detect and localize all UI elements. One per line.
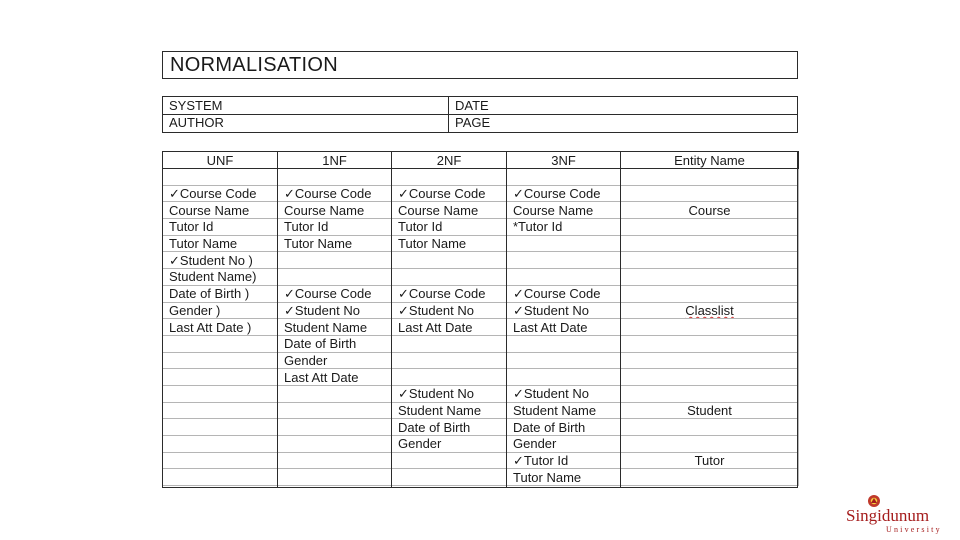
attribute-cell: ✓Student No [507, 302, 621, 319]
attribute-cell: ✓Course Code [278, 185, 392, 202]
attribute-cell [507, 269, 621, 286]
author-label: AUTHOR [169, 115, 224, 130]
table-row [163, 419, 799, 436]
table-row [163, 185, 799, 202]
column-divider [277, 151, 278, 488]
attribute-cell: ✓Tutor Id [507, 452, 621, 469]
table-row [163, 469, 799, 486]
attribute-cell: ✓Course Code [392, 185, 507, 202]
entity-name-cell [621, 335, 799, 352]
column-divider [620, 151, 621, 488]
attribute-cell: Course Name [507, 202, 621, 219]
attribute-cell [163, 385, 278, 402]
attribute-cell [507, 369, 621, 386]
date-label: DATE [455, 98, 489, 113]
column-header: Entity Name [621, 152, 799, 169]
table-row [163, 235, 799, 252]
attribute-cell: Course Name [278, 202, 392, 219]
attribute-cell: ✓Student No [392, 302, 507, 319]
attribute-cell: Date of Birth [278, 335, 392, 352]
attribute-cell [278, 402, 392, 419]
attribute-cell: Gender [278, 352, 392, 369]
table-row [163, 219, 799, 236]
attribute-cell [163, 452, 278, 469]
header-row-system [163, 97, 797, 115]
attribute-cell [392, 369, 507, 386]
attribute-cell: Student Name [392, 402, 507, 419]
attribute-cell: Gender [507, 436, 621, 453]
attribute-cell: Gender [392, 436, 507, 453]
column-divider [506, 151, 507, 488]
table-header-row [163, 152, 799, 169]
attribute-cell [507, 335, 621, 352]
entity-name-cell [621, 252, 799, 269]
attribute-cell [163, 436, 278, 453]
entity-name-cell [621, 169, 799, 186]
attribute-cell [278, 252, 392, 269]
attribute-cell [507, 252, 621, 269]
attribute-cell: ✓Student No [392, 385, 507, 402]
attribute-cell: ✓Student No ) [163, 252, 278, 269]
attribute-cell [507, 169, 621, 186]
header-divider [448, 97, 449, 132]
attribute-cell: Date of Birth [392, 419, 507, 436]
attribute-cell: Course Name [392, 202, 507, 219]
header-row-author [163, 114, 797, 131]
attribute-cell [278, 169, 392, 186]
attribute-cell: *Tutor Id [507, 219, 621, 236]
entity-name-cell [621, 469, 799, 486]
table-row [163, 202, 799, 219]
document-title: NORMALISATION [170, 54, 338, 76]
attribute-cell [392, 452, 507, 469]
column-header: 2NF [392, 152, 507, 169]
attribute-cell [163, 335, 278, 352]
attribute-cell: Student Name [507, 402, 621, 419]
table-row [163, 452, 799, 469]
attribute-cell: Tutor Name [507, 469, 621, 486]
attribute-cell [163, 469, 278, 486]
column-divider [391, 151, 392, 488]
table-row [163, 369, 799, 386]
attribute-cell [278, 269, 392, 286]
entity-name-cell [621, 436, 799, 453]
column-header: 3NF [507, 152, 621, 169]
attribute-cell [163, 352, 278, 369]
attribute-cell: Last Att Date [278, 369, 392, 386]
attribute-cell [163, 402, 278, 419]
attribute-cell [392, 469, 507, 486]
attribute-cell: Last Att Date [392, 319, 507, 336]
table-row [163, 402, 799, 419]
attribute-cell [507, 235, 621, 252]
attribute-cell [278, 419, 392, 436]
header-box [162, 96, 798, 133]
column-header: 1NF [278, 152, 392, 169]
normalisation-table [162, 151, 799, 486]
table-row [163, 269, 799, 286]
attribute-cell: ✓Course Code [163, 185, 278, 202]
entity-name-cell [621, 285, 799, 302]
system-label: SYSTEM [169, 98, 223, 113]
entity-name-cell [621, 235, 799, 252]
entity-name-cell: Tutor [621, 452, 799, 469]
attribute-cell [163, 369, 278, 386]
entity-name-cell: Student [621, 402, 799, 419]
university-logo [846, 494, 952, 534]
page-label: PAGE [455, 115, 491, 130]
entity-name-cell [621, 269, 799, 286]
entity-name-cell: Course [621, 202, 799, 219]
attribute-cell: ✓Student No [278, 302, 392, 319]
entity-name-cell: Classlist [621, 302, 799, 319]
table-row [163, 352, 799, 369]
attribute-cell: Tutor Name [392, 235, 507, 252]
entity-name-cell [621, 185, 799, 202]
attribute-cell: ✓Course Code [392, 285, 507, 302]
attribute-cell [392, 335, 507, 352]
attribute-cell [507, 352, 621, 369]
entity-name-cell [621, 219, 799, 236]
attribute-cell: Student Name [278, 319, 392, 336]
table-row [163, 285, 799, 302]
attribute-cell: Tutor Id [278, 219, 392, 236]
table-row [163, 252, 799, 269]
attribute-cell: Tutor Name [163, 235, 278, 252]
logo-wordmark: Singidunum [846, 506, 930, 525]
table-row [163, 436, 799, 453]
table-row [163, 169, 799, 186]
entity-name-cell [621, 369, 799, 386]
attribute-cell [278, 469, 392, 486]
attribute-cell: ✓Student No [507, 385, 621, 402]
attribute-cell: Last Att Date [507, 319, 621, 336]
entity-name-cell [621, 352, 799, 369]
attribute-cell [278, 436, 392, 453]
attribute-cell: Gender ) [163, 302, 278, 319]
attribute-cell: Last Att Date ) [163, 319, 278, 336]
attribute-cell: ✓Course Code [278, 285, 392, 302]
attribute-cell: Tutor Id [392, 219, 507, 236]
attribute-cell [163, 419, 278, 436]
attribute-cell: Tutor Id [163, 219, 278, 236]
table-row [163, 335, 799, 352]
entity-name-cell [621, 319, 799, 336]
table-row [163, 385, 799, 402]
attribute-cell: ✓Course Code [507, 185, 621, 202]
attribute-cell [163, 169, 278, 186]
entity-name-cell [621, 419, 799, 436]
attribute-cell [392, 169, 507, 186]
title-box [162, 51, 798, 79]
table-row [163, 319, 799, 336]
attribute-cell: ✓Course Code [507, 285, 621, 302]
attribute-cell: Student Name) [163, 269, 278, 286]
attribute-cell: Tutor Name [278, 235, 392, 252]
attribute-cell: Date of Birth [507, 419, 621, 436]
attribute-cell [278, 452, 392, 469]
attribute-cell [278, 385, 392, 402]
table-row [163, 302, 799, 319]
logo-subtitle: University [886, 525, 942, 534]
attribute-cell [392, 352, 507, 369]
entity-name-cell [621, 385, 799, 402]
attribute-cell [392, 252, 507, 269]
attribute-cell [392, 269, 507, 286]
attribute-cell: Course Name [163, 202, 278, 219]
attribute-cell: Date of Birth ) [163, 285, 278, 302]
column-header: UNF [163, 152, 278, 169]
